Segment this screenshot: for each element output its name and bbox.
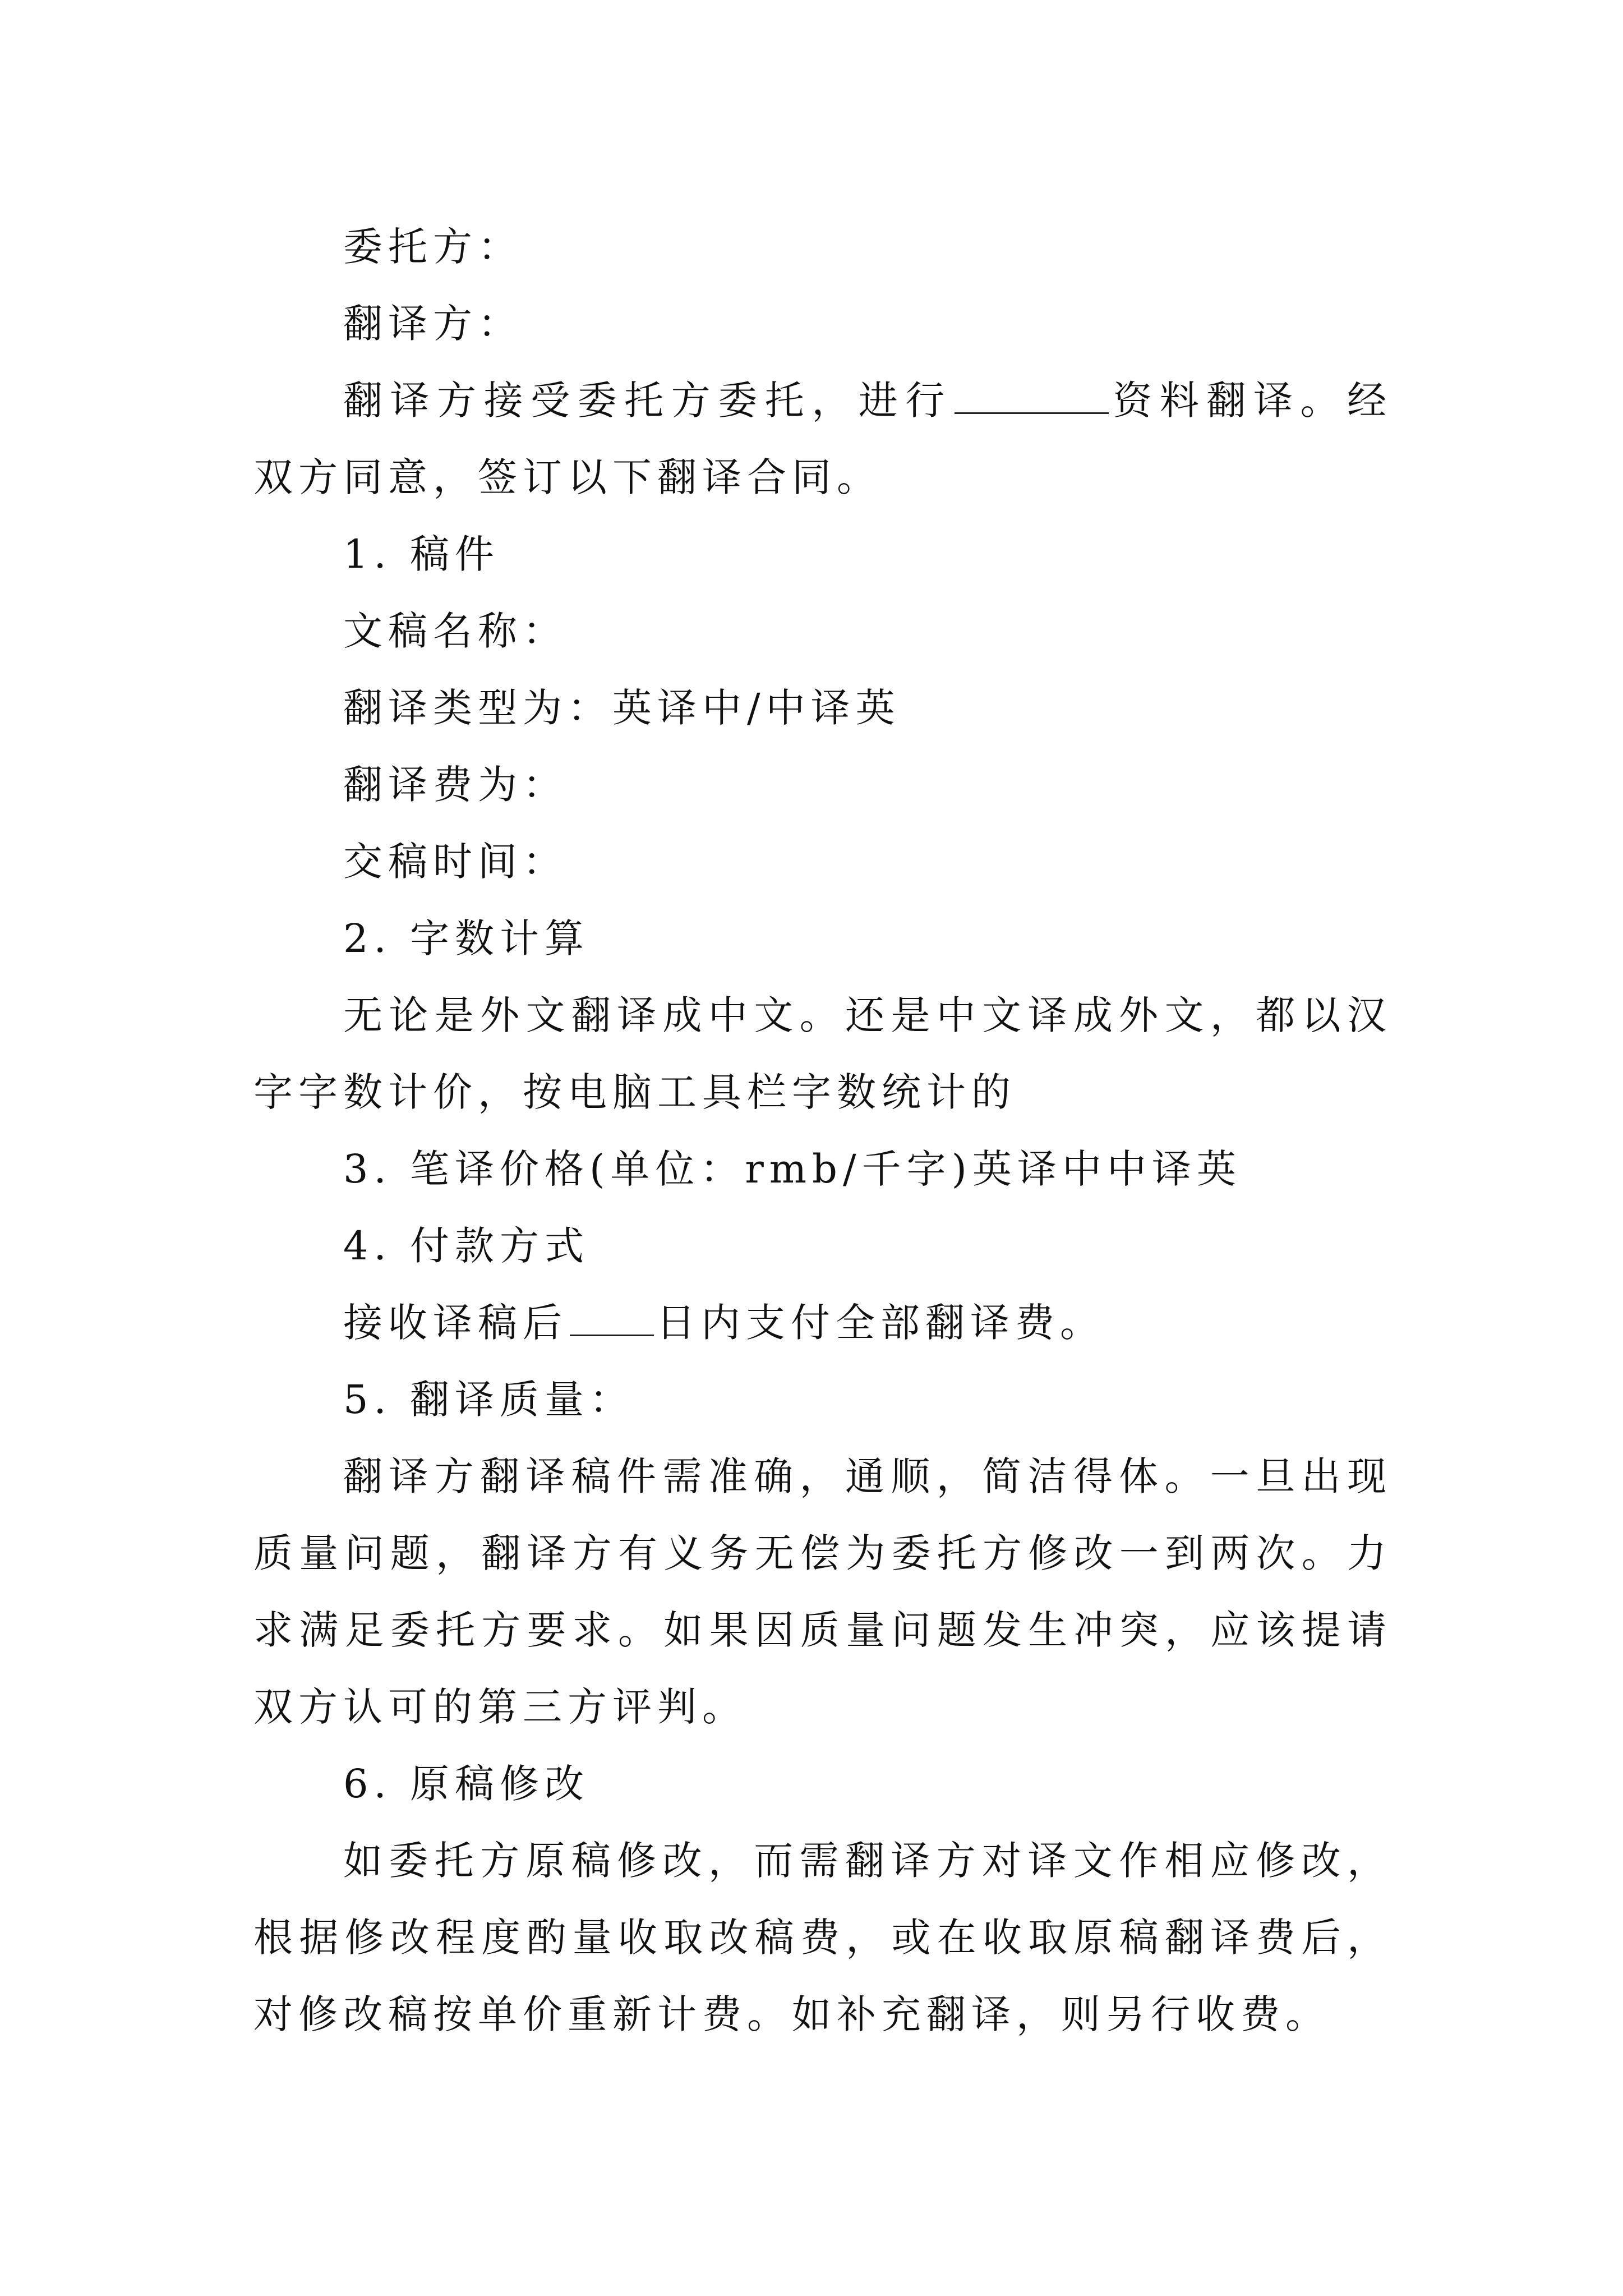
intro-paragraph [253,362,1392,516]
section6-body: 如委托方原稿修改，而需翻译方对译文作相应修改，根据修改程度酌量收取改稿费，或在收取原稿翻译费后，对修改稿按单价重新计费。如补充翻译，则另行收费。 [253,1838,1392,2037]
document-body [253,209,1392,2053]
doc-name-field: 文稿名称： [343,608,568,654]
payment-text-after: 日内支付全部翻译费。 [656,1300,1105,1346]
fee-field: 翻译费为： [343,762,568,808]
translator-label: 翻译方： [343,301,523,347]
section2-heading: 2. 字数计算 [343,915,590,961]
section1-heading: 1. 稿件 [343,531,500,577]
material-blank-line [955,376,1109,414]
days-blank-line [570,1299,654,1336]
section6-heading: 6. 原稿修改 [343,1761,590,1807]
delivery-time-field: 交稿时间： [343,839,568,885]
section3-heading: 3. 笔译价格(单位：rmb/千字)英译中中译英 [343,1146,1242,1192]
section4-heading: 4. 付款方式 [343,1223,590,1269]
section5-heading: 5. 翻译质量： [343,1377,635,1423]
intro-text-before: 翻译方接受委托方委托，进行 [343,378,952,424]
client-label: 委托方： [343,224,523,270]
section2-body: 无论是外文翻译成中文。还是中文译成外文，都以汉字字数计价，按电脑工具栏字数统计的 [253,992,1392,1115]
section4-body [253,1285,1392,1361]
payment-text-before: 接收译稿后 [343,1300,568,1346]
intro-text-after: 资料翻译。经双方同意，签订以下翻译合同。 [253,378,1393,500]
section5-body: 翻译方翻译稿件需准确，通顺，简洁得体。一旦出现质量问题，翻译方有义务无偿为委托方修改一到两次。力求满足委托方要求。如果因质量问题发生冲突，应该提请双方认可的第三方评判。 [253,1453,1392,1730]
translation-type-field: 翻译类型为：英译中/中译英 [343,685,901,731]
